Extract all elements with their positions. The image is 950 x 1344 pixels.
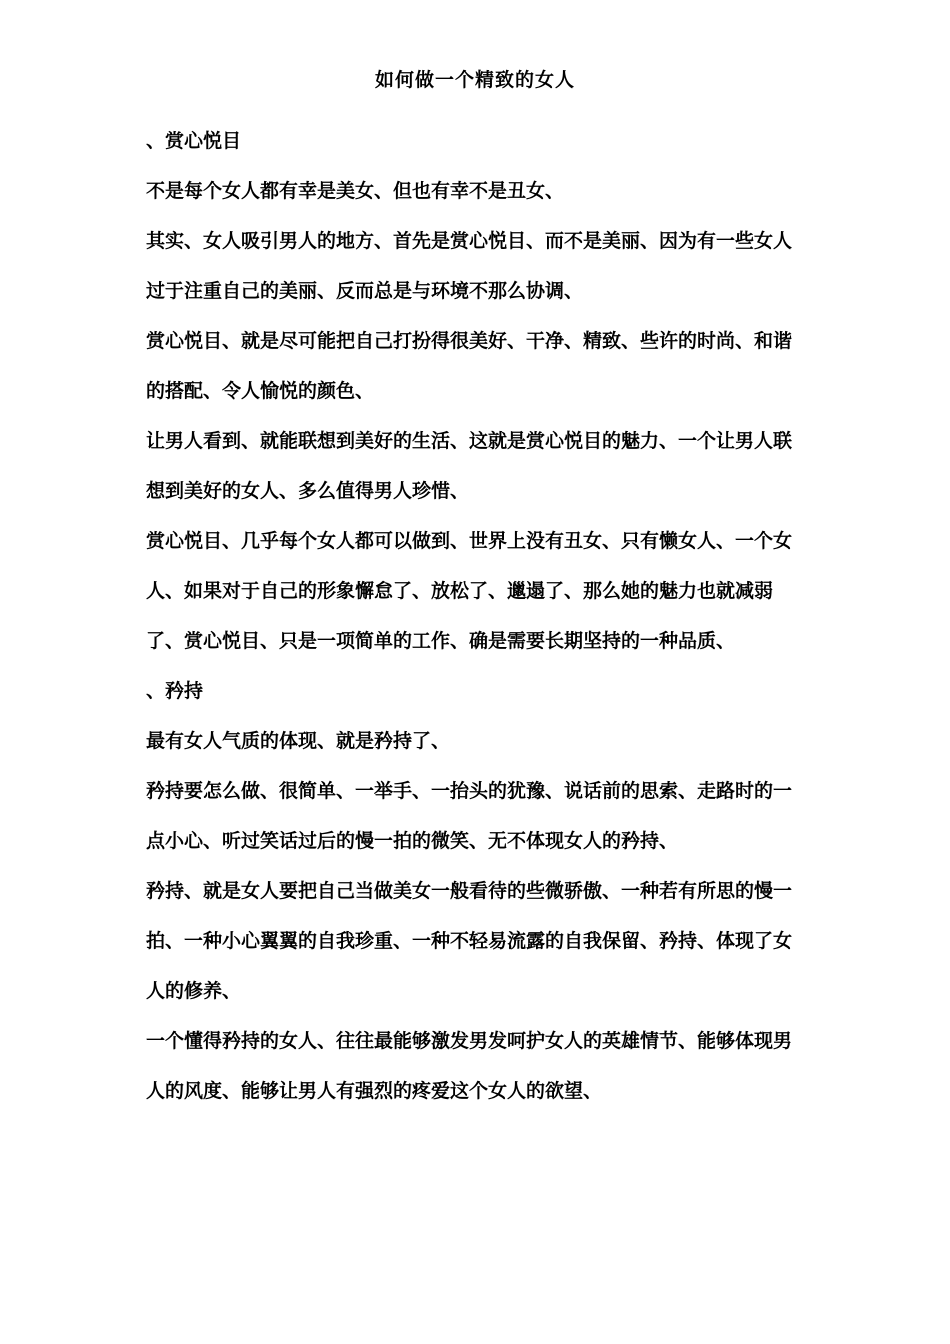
- paragraph: 让男人看到、就能联想到美好的生活、这就是赏心悦目的魅力、一个让男人联想到美好的女人、多么值得男人珍惜、: [146, 430, 793, 502]
- document-body: [146, 116, 808, 1116]
- section-heading-1: 、赏心悦目: [146, 130, 242, 152]
- paragraph: 一个懂得矜持的女人、往往最能够激发男发呵护女人的英雄情节、能够体现男人的风度、能够让男人有强烈的疼爱这个女人的欲望、: [146, 1030, 793, 1102]
- section-heading-2: 、矜持: [146, 680, 204, 702]
- document-title: 如何做一个精致的女人: [374, 69, 575, 91]
- paragraph: 其实、女人吸引男人的地方、首先是赏心悦目、而不是美丽、因为有一些女人过于注重自己的美丽、反而总是与环境不那么协调、: [146, 230, 793, 302]
- paragraph: 最有女人气质的体现、就是矜持了、: [146, 730, 451, 752]
- paragraph: 不是每个女人都有幸是美女、但也有幸不是丑女、: [146, 180, 565, 202]
- paragraph: 赏心悦目、几乎每个女人都可以做到、世界上没有丑女、只有懒女人、一个女人、如果对于自己的形象懈怠了、放松了、邋遢了、那么她的魅力也就减弱了、赏心悦目、只是一项简单的工作、确是需要长期坚持的一种品质、: [146, 530, 793, 652]
- paragraph: 矜持要怎么做、很简单、一举手、一抬头的犹豫、说话前的思索、走路时的一点小心、听过笑话过后的慢一拍的微笑、无不体现女人的矜持、: [146, 780, 793, 852]
- paragraph: 赏心悦目、就是尽可能把自己打扮得很美好、干净、精致、些许的时尚、和谐的搭配、令人愉悦的颜色、: [146, 330, 793, 402]
- paragraph: 矜持、就是女人要把自己当做美女一般看待的些微骄傲、一种若有所思的慢一拍、一种小心翼翼的自我珍重、一种不轻易流露的自我保留、矜持、体现了女人的修养、: [146, 880, 793, 1002]
